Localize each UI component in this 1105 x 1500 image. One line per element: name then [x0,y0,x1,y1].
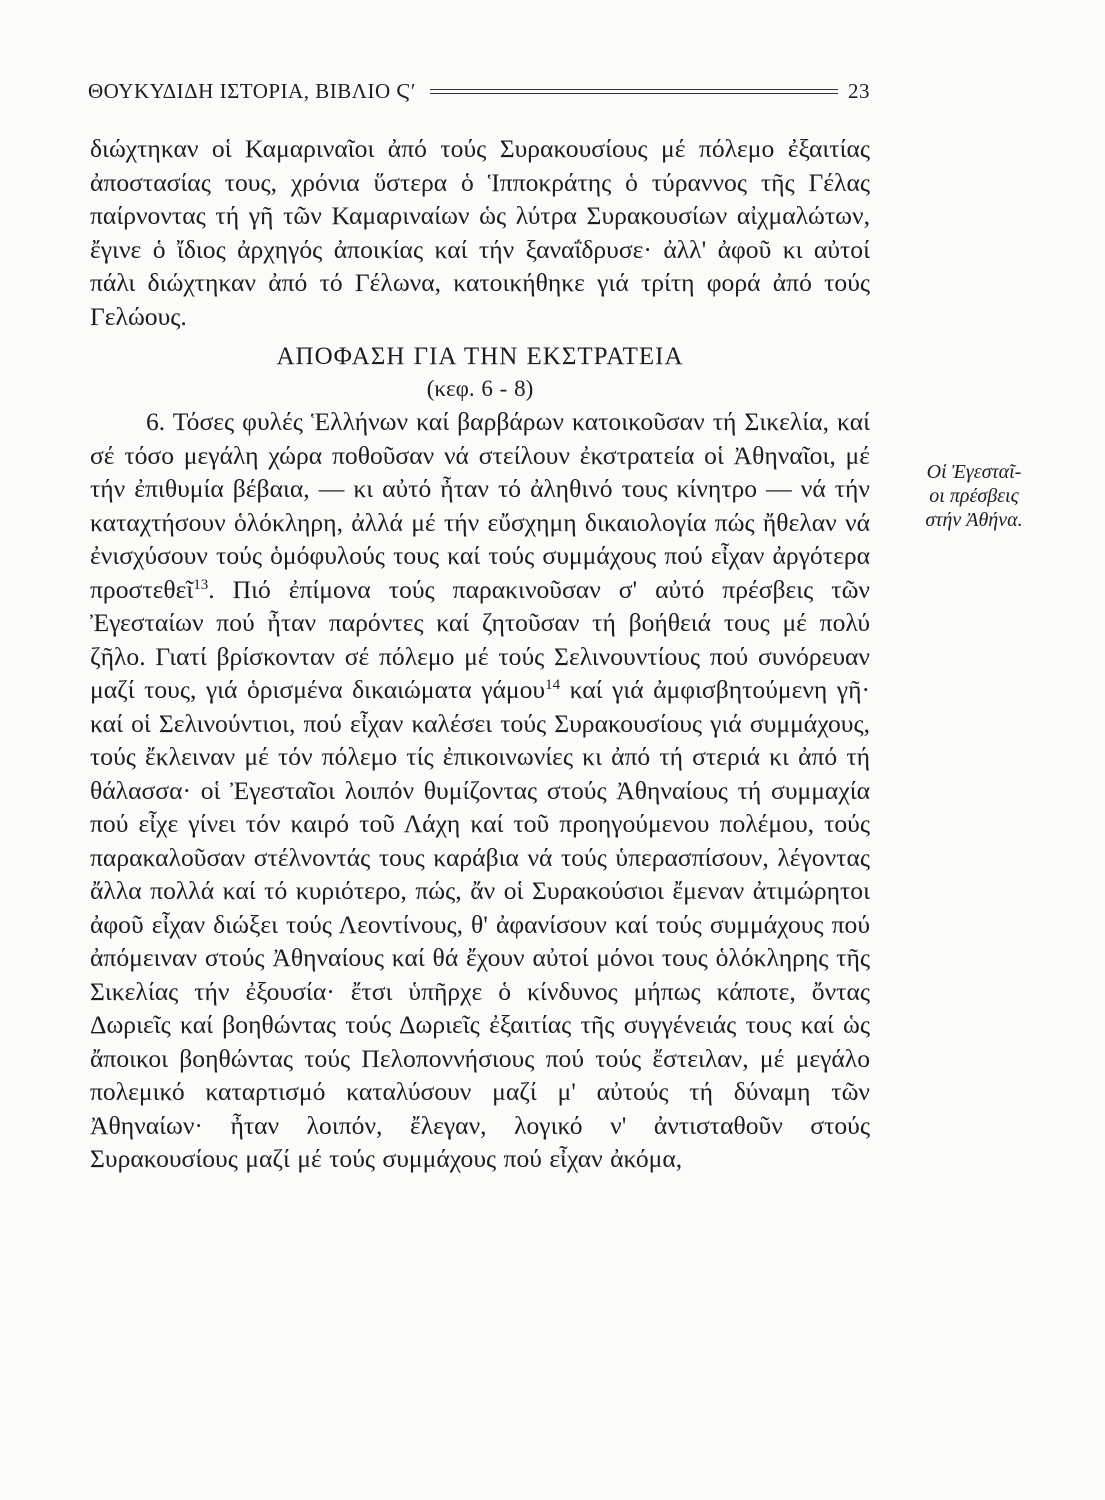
margin-note [904,460,1044,532]
footnote-ref-13: 13 [193,576,209,593]
paragraph-text-part-1: 6. Τόσες φυλές Ἑλλήνων καί βαρβάρων κατοικοῦσαν τή Σικελία, καί σέ τόσο μεγάλη χώρα ποθοῦσαν νά στείλουν ἐκστρατεία οἱ Ἀθηναῖοι, μέ τήν ἐπιθυμία βέβαια, — κι αὐτό ἦταν τό ἀληθινό τους κίνητρο — νά τήν καταχτήσουν ὁλόκληρη, ἀλλά μέ τήν εὔσχημη δικαιολογία πώς ἤθελαν νά ἐνισχύσουν τούς ὁμόφυλούς τους καί τούς συμμάχους πού εἶχαν ἀργότερα προστεθεῖ [90,407,870,604]
running-title: ΘΟΥΚΥΔΙΔΗ ΙΣΤΟΡΙΑ, ΒΙΒΛΙΟ Ϛʹ [88,78,416,103]
margin-note-line: στήν Ἀθήνα. [925,509,1023,531]
footnote-ref-14: 14 [545,677,561,693]
section-heading: ΑΠΟΦΑΣΗ ΓΙΑ ΤΗΝ ΕΚΣΤΡΑΤΕΙΑ [276,343,684,370]
running-header [88,74,870,108]
margin-note-line: Οἱ Ἐγεσταῖ- [926,461,1022,483]
paragraph-continuation: διώχτηκαν οἱ Καμαριναῖοι ἀπό τούς Συρακουσίους μέ πόλεμο ἐξαιτίας ἀποστασίας τους, χρόνια ὕστερα ὁ Ἱπποκράτης ὁ τύραννος τῆς Γέλας παίρνοντας τή γῆ τῶν Καμαριναίων ὡς λύτρα Συρακουσίων αἰχμαλώτων, ἔγινε ὁ ἴδιος ἀρχηγός ἀποικίας καί τήν ξαναΐδρυσε· ἀλλ' ἀφοῦ κι αὐτοί πάλι διώχτηκαν ἀπό τό Γέλωνα, κατοικήθηκε γιά τρίτη φορά ἀπό τούς Γελώους. [90,134,870,331]
page-number: 23 [848,78,870,103]
section-chapter-range: (κεφ. 6 - 8) [426,376,534,401]
main-text [90,132,870,1176]
paragraph-text-part-2: . Πιό ἐπίμονα τούς παρακινοῦσαν σ' αὐτό πρέσβεις τῶν Ἐγεσταίων πού ἦταν παρόντες καί ζητοῦσαν τή βοήθειά τους μέ πολύ ζῆλο. Γιατί βρίσκονταν σέ πόλεμο μέ τούς Σελινουντίους πού συνόρευαν μαζί τους, γιά ὁρισμένα δικαιώματα γάμου [90,574,870,704]
paragraph-chapter-6 [90,405,870,1176]
header-rule [430,89,838,94]
paragraph-text-part-3: καί γιά ἀμφισβητούμενη γῆ· καί οἱ Σελινούντιοι, πού εἶχαν καλέσει τούς Συρακουσίους γιά συμμάχους, τούς ἔκλειναν μέ τόν πόλεμο τίς ἐπικοινωνίες κι ἀπό τή στεριά κι ἀπό τή θάλασσα· οἱ Ἐγεσταῖοι λοιπόν θυμίζοντας στούς Ἀθηναίους τή συμμαχία πού εἶχε γίνει τόν καιρό τοῦ Λάχη καί τοῦ προηγούμενου πολέμου, τούς παρακαλοῦσαν στέλνοντάς τους καράβια νά τούς ὑπερασπίσουν, λέγοντας ἄλλα πολλά καί τό κυριότερο, πώς, ἄν οἱ Συρακούσιοι ἔμεναν ἀτιμώρητοι ἀφοῦ εἶχαν διώξει τούς Λεοντίνους, θ' ἀφανίσουν καί τούς συμμάχους πού ἀπόμειναν στούς Ἀθηναίους καί θά ἔχουν αὐτοί μόνοι τους ὁλόκληρης τῆς Σικελίας τήν ἐξουσία· ἔτσι ὑπῆρχε ὁ κίνδυνος μήπως κάποτε, ὄντας Δωριεῖς καί βοηθώντας τούς Δωριεῖς ἐξαιτίας τῆς συγγένειάς τους καί ὡς ἄποικοι βοηθώντας τούς Πελοποννήσιους πού τούς ἔστειλαν, μέ μεγάλο πολεμικό καταρτισμό καταλύσουν μαζί μ' αὐτούς τή δύναμη τῶν Ἀθηναίων· ἦταν λοιπόν, ἔλεγαν, λογικό ν' ἀντισταθοῦν στούς Συρακουσίους μαζί μέ τούς συμμάχους πού εἶχαν ἀκόμα, [90,675,870,1173]
margin-note-line: οι πρέσβεις [929,485,1019,507]
